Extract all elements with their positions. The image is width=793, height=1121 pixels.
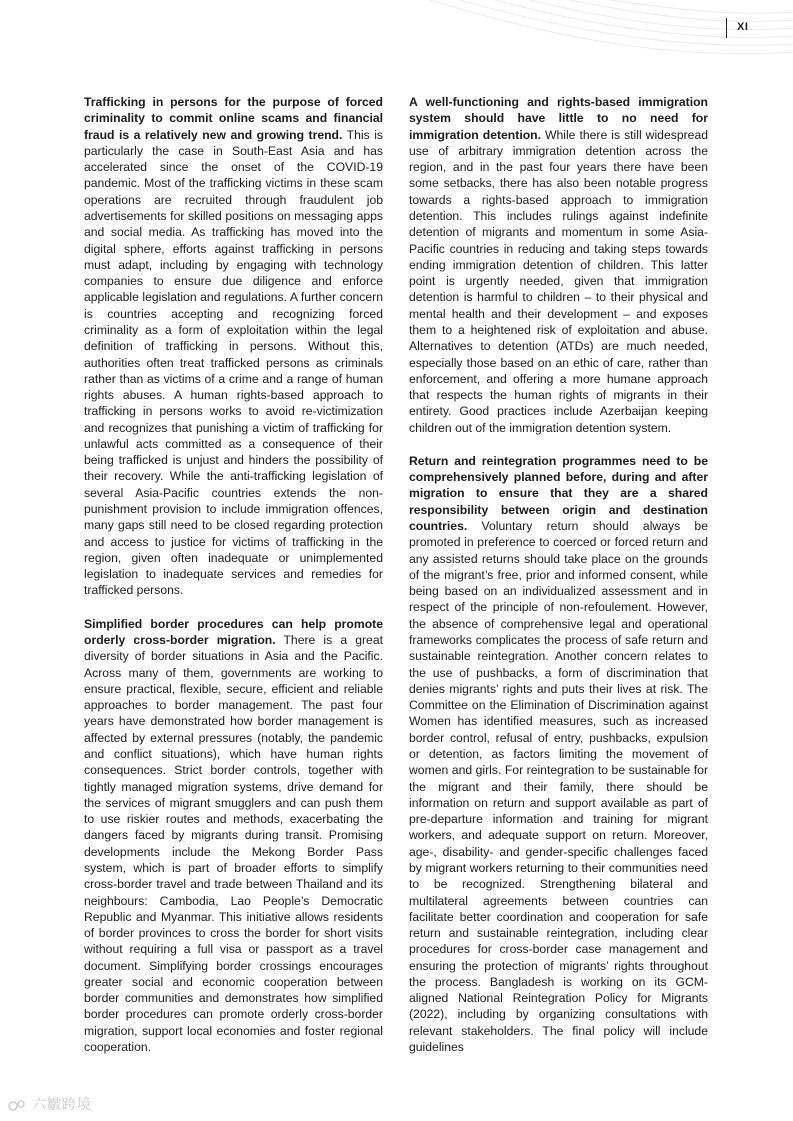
paragraph-body: While there is still widespread use of arbitrary immigration detention across the region, and in the past four years there have been some setbacks, there has also been notable progress towards a rights-based approach to immigration detention. This includes rulings against indefinite detention of migrants and momentum in some Asia-Pacific countries in reducing and taking steps towards ending immigration detention of children. This latter point is urgently needed, given that immigration detention is harmful to children – to their physical and mental health and their development – and exposes them to a heightened risk of exploitation and abuse. Alternatives to detention (ATDs) are much needed, especially those based on an ethic of care, rather than enforcement, and offering a more humane approach that respects the human rights of migrants in their entirety. Good practices include Azerbaijan keeping children out of the immigration detention system. — [409, 127, 709, 435]
logo-icon — [8, 1098, 28, 1112]
paragraph-body: This is particularly the case in South-East Asia and has accelerated since the onset of the COVID-19 pandemic. Most of the trafficking victims in these scam operations are recruited through fraudulent job advertisements for skilled positions on messaging apps and social media. As trafficking has moved into the digital sphere, efforts against trafficking in persons must adapt, including by engaging with technology companies to ensure due diligence and enforce applicable legislation and regulations. A further concern is countries accepting and recognizing forced criminality as a form of exploitation within the legal definition of trafficking in persons. Without this, authorities often treat trafficked persons as criminals rather than as victims of a crime and a range of human rights abuses. A human rights-based approach to trafficking in persons works to avoid re-victimization and recognizes that punishing a victim of trafficking for unlawful acts committed as a consequence of their being trafficked is unjust and hinders the possibility of their recovery. While the anti-trafficking legislation of several Asia-Pacific countries extends the non-punishment provision to include immigration offences, many gaps still need to be closed regarding protection and access to justice for victims of trafficking in the region, given often inadequate or unimplemented legislation to inadequate services and remedies for trafficked persons. — [84, 127, 383, 598]
paragraph-border-procedures — [84, 616, 383, 1056]
paragraph-body: Voluntary return should always be promoted in preference to coerced or forced return and any assisted returns should take place on the grounds of the migrant’s free, prior and informed consent, while being based on an individualized assessment and in respect of the principle of non-refoulement. However, the absence of comprehensive legal and operational frameworks complicates the process of safe return and sustainable reintegration. Another concern relates to the use of pushbacks, a form of discrimination that denies migrants’ rights and puts their lives at risk. The Committee on the Elimination of Discrimination against Women has identified measures, such as increased border control, refusal of entry, pushbacks, expulsion or detention, as factors limiting the movement of women and girls. For reintegration to be sustainable for the migrant and their family, there should be information on return and support available as part of pre-departure information and training for migrant workers, and adequate support on return. Moreover, age-, disability- and gender-specific challenges faced by migrant workers returning to their communities need to be recognized. Strengthening bilateral and multilateral agreements between countries can facilitate better coordination and cooperation for safe return and sustainable reintegration, including clear procedures for cross-border case management and ensuring the protection of migrants’ rights throughout the process. Bangladesh is working on its GCM-aligned National Reintegration Policy for Migrants (2022), including by organizing consultations with relevant stakeholders. The final policy will include guidelines — [409, 519, 708, 1055]
right-column — [409, 94, 708, 1072]
paragraph-lead: Trafficking in persons for the purpose of forced criminality to commit online scams and financial fraud is a relatively new and growing trend. — [84, 95, 383, 142]
paragraph-immigration-detention — [409, 94, 708, 436]
paragraph-lead: Return and reintegration programmes need to be comprehensively planned before, during and after migration to ensure that they are a shared responsibility between origin and destination countries. — [409, 453, 708, 534]
left-column — [84, 94, 383, 1072]
watermark-text: 六皺跨境 — [32, 1096, 92, 1112]
paragraph-trafficking — [84, 94, 383, 599]
paragraph-lead: A well-functioning and rights-based immigration system should have little to no need for immigration detention. — [409, 95, 708, 142]
watermark — [8, 1094, 92, 1114]
paragraph-return-reintegration — [409, 453, 708, 1055]
paragraph-lead: Simplified border procedures can help promote orderly cross-border migration. — [84, 616, 383, 647]
page-number-divider — [726, 18, 727, 38]
header-decoration — [0, 0, 793, 80]
paragraph-body: There is a great diversity of border situations in Asia and the Pacific. Across many of them, governments are working to ensure practical, flexible, secure, efficient and reliable approaches to border management. The past four years have demonstrated how border management is affected by external pressures (notably, the pandemic and conflict situations), which have human rights consequences. Strict border controls, together with tightly managed migration systems, drive demand for the services of migrant smugglers and can push them to use riskier routes and methods, exacerbating the dangers faced by migrants during transit. Promising developments include the Mekong Border Pass system, which is part of broader efforts to simplify cross-border travel and trade between Thailand and its neighbours: Cambodia, Lao People’s Democratic Republic and Myanmar. This initiative allows residents of border provinces to cross the border for short visits without requiring a full visa or passport as a travel document. Simplifying border crossings encourages greater social and economic cooperation between border communities and demonstrates how simplified border procedures can promote orderly cross-border migration, support local economies and foster regional cooperation. — [84, 633, 383, 1055]
page-number: XI — [737, 21, 749, 33]
